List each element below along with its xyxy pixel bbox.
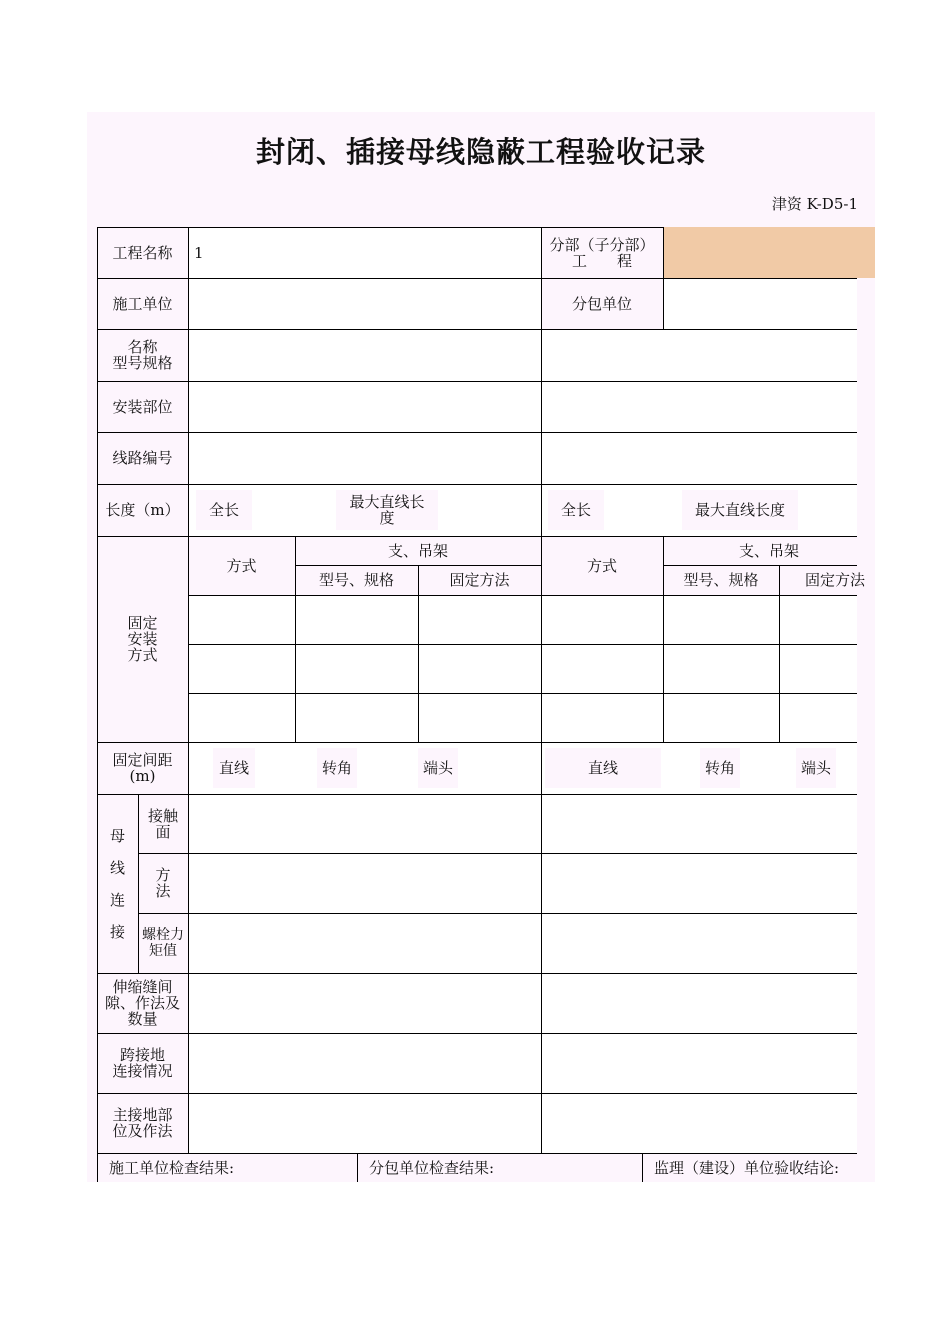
label-end-a: 端头: [418, 748, 458, 788]
label-method-a: 方式: [188, 536, 295, 595]
label-corner-a: 转角: [317, 748, 357, 788]
label-end-b: 端头: [796, 748, 836, 788]
name-model-value-a[interactable]: [188, 329, 541, 381]
label-sub-project: 分部（子分部） 工 程: [541, 227, 663, 278]
main-ground-value-b[interactable]: [541, 1093, 857, 1153]
cross-ground-value-a[interactable]: [188, 1033, 541, 1093]
label-fix-method-a: 固定方法: [418, 565, 541, 595]
supervision-conclusion[interactable]: 监理（建设）单位验收结论:: [642, 1153, 875, 1182]
cross-ground-value-b[interactable]: [541, 1033, 857, 1093]
busbar-char-4: 接: [109, 922, 125, 941]
label-corner-b: 转角: [700, 748, 740, 788]
name-model-value-b[interactable]: [541, 329, 857, 381]
label-bracket-a: 支、吊架: [295, 536, 541, 565]
label-busbar-connection: [97, 794, 138, 973]
label-cross-ground: 跨接地 连接情况: [97, 1033, 188, 1093]
subcontract-result[interactable]: 分包单位检查结果:: [357, 1153, 642, 1182]
label-model-spec-b: 型号、规格: [663, 565, 779, 595]
busbar-values-a[interactable]: [188, 794, 541, 973]
label-straight-a: 直线: [213, 748, 255, 788]
sub-project-value[interactable]: [663, 227, 875, 278]
label-fixing: 固定 安装 方式: [97, 536, 188, 742]
form-title: 封闭、插接母线隐蔽工程验收记录: [255, 135, 706, 169]
expansion-joint-value-b[interactable]: [541, 973, 857, 1033]
expansion-joint-value-a[interactable]: [188, 973, 541, 1033]
busbar-char-2: 线: [109, 858, 125, 877]
label-connection-method: 方 法: [138, 853, 188, 913]
label-full-length-a: 全长: [196, 490, 252, 530]
label-construction-unit: 施工单位: [97, 278, 188, 329]
label-subcontract-unit: 分包单位: [541, 278, 663, 329]
label-fix-method-b: 固定方法: [779, 565, 875, 595]
project-name-value[interactable]: 1: [188, 227, 541, 278]
label-project-name: 工程名称: [97, 227, 188, 278]
line-number-value-b[interactable]: [541, 432, 857, 484]
label-contact-surface: 接触 面: [138, 794, 188, 853]
label-main-ground: 主接地部 位及作法: [97, 1093, 188, 1153]
label-expansion-joint: 伸缩缝间 隙、作法及 数量: [97, 973, 188, 1033]
label-fix-spacing: 固定间距 (m): [97, 742, 188, 794]
form-code: 津资 K-D5-1: [771, 195, 858, 213]
construction-result[interactable]: 施工单位检查结果:: [97, 1153, 357, 1182]
label-method-b: 方式: [541, 536, 663, 595]
subcontract-unit-value[interactable]: [663, 278, 857, 329]
label-bracket-b: 支、吊架: [663, 536, 875, 565]
main-ground-value-a[interactable]: [188, 1093, 541, 1153]
busbar-values-b[interactable]: [541, 794, 857, 973]
install-location-value-b[interactable]: [541, 381, 857, 432]
busbar-char-3: 连: [109, 890, 125, 909]
label-install-location: 安装部位: [97, 381, 188, 432]
label-bolt-torque: 螺栓力 矩值: [138, 913, 188, 973]
install-location-value-a[interactable]: [188, 381, 541, 432]
construction-unit-value[interactable]: [188, 278, 541, 329]
label-line-number: 线路编号: [97, 432, 188, 484]
label-name-model: 名称 型号规格: [97, 329, 188, 381]
label-length: 长度（m）: [97, 484, 188, 536]
fixing-data-grid[interactable]: [188, 595, 857, 742]
label-max-straight-a: 最大直线长 度: [336, 490, 438, 530]
label-full-length-b: 全长: [548, 490, 604, 530]
fix-spacing-bg: [188, 742, 857, 794]
label-max-straight-b: 最大直线长度: [682, 490, 798, 530]
label-straight-b: 直线: [545, 748, 661, 788]
line-number-value-a[interactable]: [188, 432, 541, 484]
busbar-char-1: 母: [109, 826, 125, 845]
label-model-spec-a: 型号、规格: [295, 565, 418, 595]
